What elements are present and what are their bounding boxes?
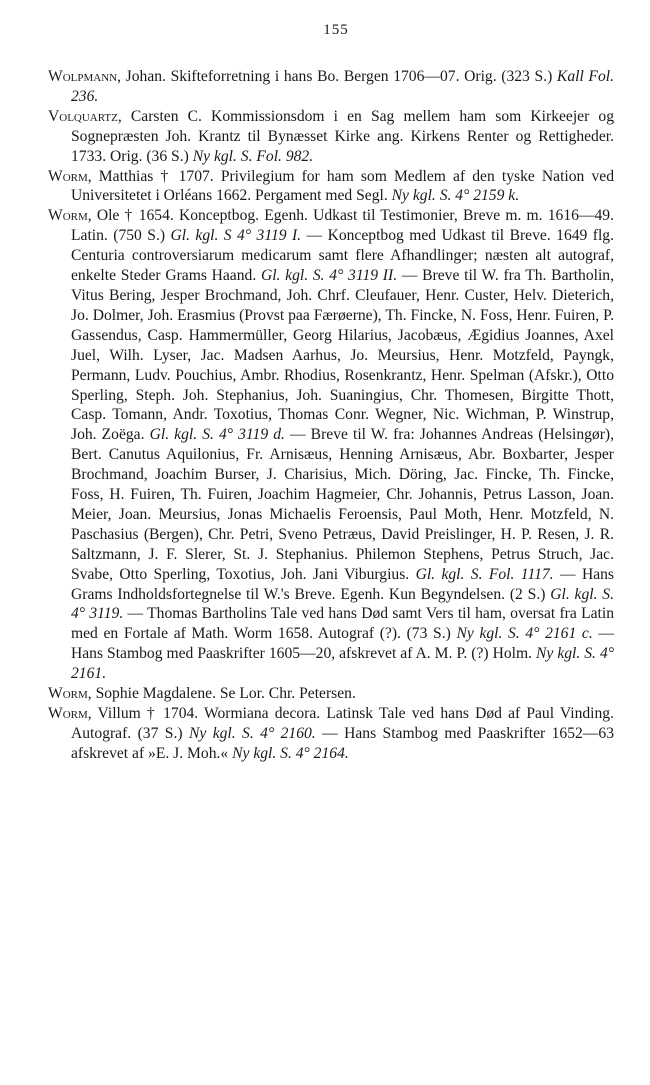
shelfmark: Ny kgl. S. 4° 2161 c.	[456, 625, 593, 643]
shelfmark: Ny kgl. S. 4° 2160.	[188, 724, 316, 742]
shelfmark: Ny kgl. S. Fol. 982.	[192, 147, 314, 165]
page-number: 155	[323, 22, 349, 38]
entry-text: , Johan. Skifteforretning i hans Bo. Bergen 1706—07. Orig. (323 S.)	[117, 68, 557, 85]
entry-name: Worm	[48, 685, 88, 703]
entry-text: , Villum † 1704. Wormiana decora. Latinsk Tale ved hans Død af Paul Vinding. Autograf. (37 S.)	[71, 705, 614, 742]
entry-name: Worm	[48, 167, 88, 185]
catalog-entries	[48, 67, 614, 764]
entry-text: , Matthias † 1707. Privilegium for ham som Medlem af den tyske Nation ved Universitetet i Orléans 1662. Pergament med Segl.	[71, 167, 614, 205]
catalog-entry	[48, 684, 614, 704]
catalog-entry	[48, 107, 614, 167]
shelfmark: Ny kgl. S. 4° 2161.	[71, 645, 614, 683]
document-page	[48, 22, 614, 764]
entry-text: , Sophie Magdalene. Se Lor. Chr. Petersen.	[87, 685, 356, 703]
catalog-entry	[48, 704, 614, 764]
catalog-entry	[48, 167, 614, 207]
shelfmark: Ny kgl. S. 4° 2159 k.	[391, 187, 520, 205]
entry-text: — Hans Stambog med Paaskrifter 1605—20, afskrevet af A. M. P. (?) Holm.	[71, 625, 615, 663]
entry-text: — Konceptbog med Udkast til Breve. 1649 flg. Centuria controversiarum medicarum samt flere Afhandlinger; næsten alt autograf, enkelte Steder Grams Haand.	[71, 227, 614, 285]
shelfmark: Kall Fol. 236.	[71, 68, 614, 105]
shelfmark: Gl. kgl. S. 4° 3119 II.	[260, 267, 398, 285]
entry-text: , Ole † 1654. Konceptbog. Egenh. Udkast til Testimonier, Breve m. m. 1616—49. Latin. (750 S.)	[71, 207, 614, 245]
entry-text: , Carsten C. Kommissionsdom i en Sag mellem ham som Kirkeejer og Sognepræsten Joh. Krantz til Bynæsset Kirke ang. Kirkens Renter og Rettigheder. 1733. Orig. (36 S.)	[71, 107, 614, 165]
shelfmark: Gl. kgl. S. Fol. 1117.	[415, 565, 554, 583]
entry-name: Worm	[48, 705, 88, 722]
entry-name: Worm	[48, 207, 88, 225]
entry-text: — Breve til W. fra Th. Bartholin, Vitus Bering, Jesper Brochmand, Joh. Chrf. Cleufauer, Henr. Custer, Helv. Dieterich, Jo. Dolmer, Joh. Erasmius (Provst paa Færøerne), Th. Fincke, N. Foss, Henr. Fuiren, P. Gassendus, Casp. Hammermüller, Georg Hilarius, Jacobæus, Ægidius Joannes, Axel Juel, Wilh. Lyser, Jac. Madsen Aarhus, Jo. Meursius, Henr. Motzfeld, Payngk, Permann, Ludv. Pouchius, Ambr. Rhodius, Rosenkrantz, Henr. Spelman (Afskr.), Otto Sperling, Steph. Joh. Stephanius, Joh. Suaningius, Chr. Thomesen, Birgitte Thott, Casp. Tomann, Andr. Toxotius, Thomas Conr. Wegner, Nic. Wichman, P. Winstrup, Joh. Zoëga.	[71, 267, 614, 444]
entry-text: — Hans Grams Indholdsfortegnelse til W.'s Breve. Egenh. Kun Begyndelsen. (2 S.)	[71, 565, 614, 603]
entry-text: — Breve til W. fra: Johannes Andreas (Helsingør), Bert. Canutus Aquilonius, Fr. Arnisæus, Henning Arnisæus, Abr. Boxbarter, Jesper Brochmand, Joachim Burser, J. Charisius, Mich. Döring, Jac. Fincke, Th. Fincke, Foss, H. Fuiren, Th. Fuiren, Joachim Hagmeier, Chr. Johannis, Petrus Lasson, Joan. Meier, Joan. Meursius, Jonas Michaelis Feroensis, Paul Moth, Henr. Motzfeld, N. Paschasius (Bergen), Chr. Petri, Sveno Petræus, David Preislinger, H. P. Resen, J. R. Saltzmann, J. F. Slerer, St. J. Stephanius. Philemon Stephens, Petrus Struch, Jac. Svabe, Otto Sperling, Toxotius, Joh. Jani Viburgius.	[71, 426, 615, 583]
shelfmark: Gl. kgl. S 4° 3119 I.	[170, 227, 302, 245]
shelfmark: Gl. kgl. S. 4° 3119 d.	[149, 426, 285, 444]
entry-text: — Thomas Bartholins Tale ved hans Død samt Vers til ham, oversat fra Latin med en Fortale af Math. Worm 1658. Autograf (?). (73 S.)	[71, 605, 614, 643]
entry-text: — Hans Stambog med Paaskrifter 1652—63 afskrevet af »E. J. Moh.«	[71, 724, 614, 762]
entry-name: Wolpmann	[48, 68, 118, 85]
catalog-entry	[48, 206, 614, 684]
shelfmark: Gl. kgl. S. 4° 3119.	[71, 585, 614, 623]
shelfmark: Ny kgl. S. 4° 2164.	[232, 744, 349, 762]
entry-name: Volquartz	[48, 107, 118, 125]
catalog-entry	[48, 67, 614, 107]
